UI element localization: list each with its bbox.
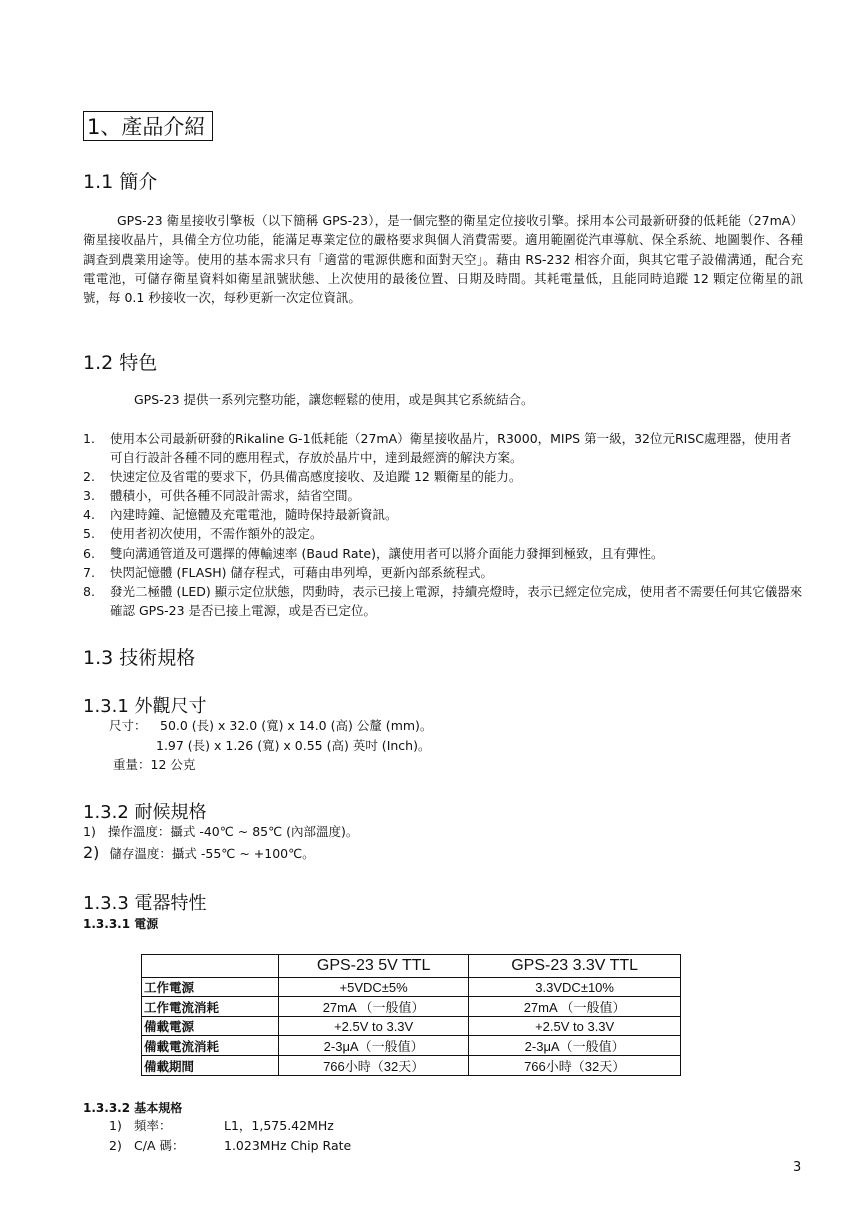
basic-spec-subtitle: 1.3.3.2 基本規格 [83,1101,183,1115]
list-item: 1. 使用本公司最新研發的Rikaline G-1低耗能（27mA）衛星接收晶片，R3000，MIPS 第一級，32位元RISC處理器，使用者可自行設計各種不同的應用程式，存放於晶片中，達到最經濟的解決方案。 [83,431,792,466]
table-cell: 工作電源 [142,978,279,997]
table-cell: 備載電流消耗 [142,1036,279,1056]
list-item-num: 1) [109,1118,122,1133]
ca-code-value: 1.023MHz Chip Rate [224,1138,352,1153]
list-item: 8. 發光二極體 (LED) 顯示定位狀態，閃動時，表示已接上電源，持續亮燈時，表示已經定位完成，使用者不需要任何其它儀器來確認 GPS-23 是否已接上電源，或是否已定位。 [83,583,803,618]
table-cell: 2-3μA（一般值） [469,1036,681,1056]
table-cell: 27mA （一般值） [279,997,469,1017]
frequency-value: L1，1,575.42MHz [224,1118,334,1133]
list-item: 5. 使用者初次使用，不需作額外的設定。 [83,526,323,542]
table-row [142,997,681,1017]
list-item: 6. 雙向溝通管道及可選擇的傳輸速率 (Baud Rate)，讓使用者可以將介面能力發揮到極致，且有彈性。 [83,545,664,561]
list-item-num: 2) [109,1138,122,1153]
list-item: 7. 快閃記憶體 (FLASH) 儲存程式，可藉由串列埠，更新內部系統程式。 [83,564,494,580]
features-intro: GPS-23 提供一系列完整功能，讓您輕鬆的使用，或是與其它系統結合。 [134,392,534,407]
size-label: 尺寸： [109,718,147,733]
table-header-cell: GPS-23 5V TTL [279,955,469,978]
list-item: 4. 內建時鐘、記憶體及充電電池，隨時保持最新資訊。 [83,507,398,523]
list-item: 1) 操作溫度：攝式 -40℃ ~ 85℃ (內部溫度)。 [83,824,359,839]
chapter-heading: 1、產品介紹 [83,111,213,141]
table-row [142,1036,681,1056]
subsection-title-environment: 1.3.2 耐候規格 [83,802,207,823]
page-number: 3 [793,1160,802,1175]
table-header-cell: GPS-23 3.3V TTL [469,955,681,978]
table-cell: 備載期間 [142,1056,279,1076]
section-title-specs: 1.3 技術規格 [83,647,196,669]
size-inch: 1.97 (長) x 1.26 (寬) x 0.55 (高) 英吋 (Inch)。 [156,738,431,753]
table-cell: +2.5V to 3.3V [469,1017,681,1036]
table-cell: +5VDC±5% [279,978,469,997]
table-row [142,1017,681,1036]
table-row [142,978,681,997]
list-item: 2) 儲存溫度：攝式 -55℃ ~ +100℃。 [83,843,315,862]
list-item: 2. 快速定位及省電的要求下，仍具備高感度接收、及追蹤 12 顆衛星的能力。 [83,469,522,485]
size-mm: 50.0 (長) x 32.0 (寬) x 14.0 (高) 公釐 (mm)。 [160,718,433,733]
features-list [83,429,803,620]
ca-code-label: C/A 碼： [134,1138,185,1153]
table-cell: 3.3VDC±10% [469,978,681,997]
table-cell: 2-3μA（一般值） [279,1036,469,1056]
subsection-title-dimensions: 1.3.1 外觀尺寸 [83,696,207,717]
table-cell: 27mA （一般值） [469,997,681,1017]
table-cell: +2.5V to 3.3V [279,1017,469,1036]
intro-paragraph: GPS-23 衛星接收引擎板（以下簡稱 GPS-23），是一個完整的衛星定位接收引擎。採用本公司最新研發的低耗能（27mA）衛星接收晶片，具備全方位功能，能滿足專業定位的嚴格要求與個人消費需要。適用範圍從汽車導航、保全系統、地圖製作、各種調查到農業用途等。使用的基本需求只有「適當的電源供應和面對天空」。藉由 RS-232 相容介面，與其它電子設備溝通，配合充電電池，可儲存衛星資料如衛星訊號狀態、上次使用的最後位置、日期及時間。其耗電量低，且能同時追蹤 12 顆定位衛星的訊號，每 0.1 秒接收一次，每秒更新一次定位資訊。 [83,213,803,306]
frequency-label: 頻率： [134,1118,172,1133]
power-table [141,954,681,1076]
subsection-title-electrical: 1.3.3 電器特性 [83,893,207,914]
table-row [142,1056,681,1076]
power-subtitle: 1.3.3.1 電源 [83,917,159,931]
list-item: 3. 體積小，可供各種不同設計需求，結省空間。 [83,488,361,504]
table-cell: 766小時（32天） [279,1056,469,1076]
table-header-row [142,955,681,978]
table-header-cell [142,955,279,978]
table-cell: 工作電流消耗 [142,997,279,1017]
table-cell: 備載電源 [142,1017,279,1036]
section-title-intro: 1.1 簡介 [83,171,158,193]
weight: 重量：12 公克 [113,757,196,772]
table-cell: 766小時（32天） [469,1056,681,1076]
section-title-features: 1.2 特色 [83,352,158,374]
